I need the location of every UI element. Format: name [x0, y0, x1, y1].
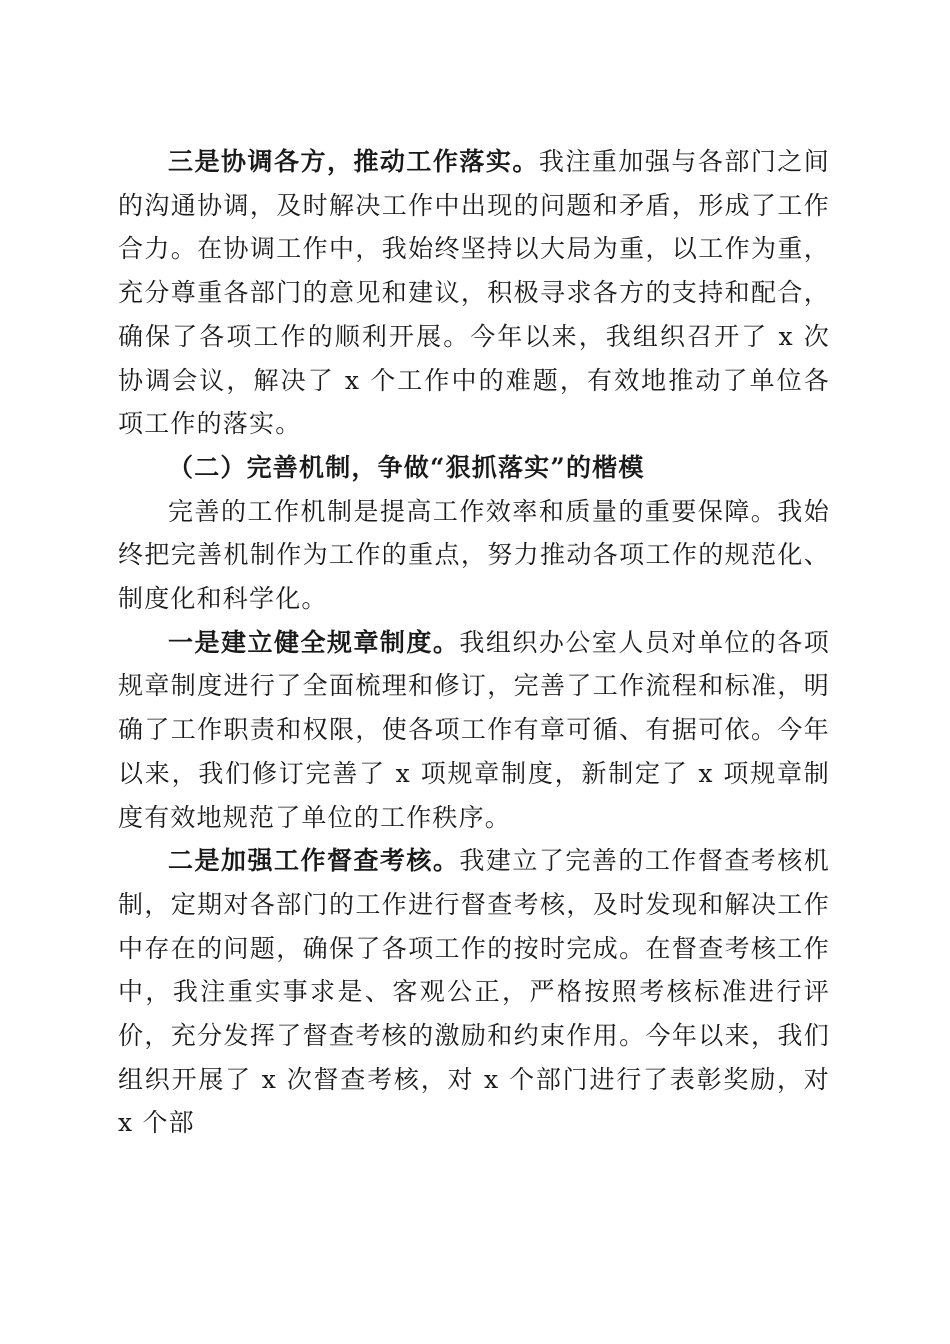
- paragraph-text: 完善的工作机制是提高工作效率和质量的重要保障。我始终把完善机制作为工作的重点，努力推动各项工作的规范化、制度化和科学化。: [118, 496, 830, 614]
- paragraph-text: 我建立了完善的工作督查考核机制，定期对各部门的工作进行督查考核，及时发现和解决工作中存在的问题，确保了各项工作的按时完成。在督查考核工作中，我注重实事求是、客观公正，严格按照考核标准进行评价，充分发挥了督查考核的激励和约束作用。今年以来，我们组织开展了 x 次督查考核，对 x 个部门进行了表彰奖励，对 x 个部: [118, 846, 830, 1138]
- section-heading: （二）完善机制，争做“狠抓落实”的楷模: [168, 452, 645, 482]
- paragraph-lead: 三是协调各方，推动工作落实。: [168, 147, 539, 176]
- paragraph-text: 我组织办公室人员对单位的各项规章制度进行了全面梳理和修订，完善了工作流程和标准，明确了工作职责和权限，使各项工作有章可循、有据可依。今年以来，我们修订完善了 x 项规章制度，新制定了 x 项规章制度有效地规范了单位的工作秩序。: [118, 627, 830, 832]
- paragraph-text: 我注重加强与各部门之间的沟通协调，及时解决工作中出现的问题和矛盾，形成了工作合力。在协调工作中，我始终坚持以大局为重，以工作为重，充分尊重各部门的意见和建议，积极寻求各方的支持和配合，确保了各项工作的顺利开展。今年以来，我组织召开了 x 次协调会议，解决了 x 个工作中的难题，有效地推动了单位各项工作的落实。: [118, 147, 831, 439]
- paragraph-lead: 一是建立健全规章制度。: [168, 627, 460, 657]
- paragraph-mechanism-intro: [118, 490, 830, 621]
- paragraph-lead: 二是加强工作督查考核。: [168, 846, 460, 876]
- document-body: [118, 140, 830, 1145]
- paragraph-rules: [118, 621, 830, 840]
- paragraph-coordinate: [118, 140, 830, 446]
- paragraph-supervision: [118, 839, 830, 1145]
